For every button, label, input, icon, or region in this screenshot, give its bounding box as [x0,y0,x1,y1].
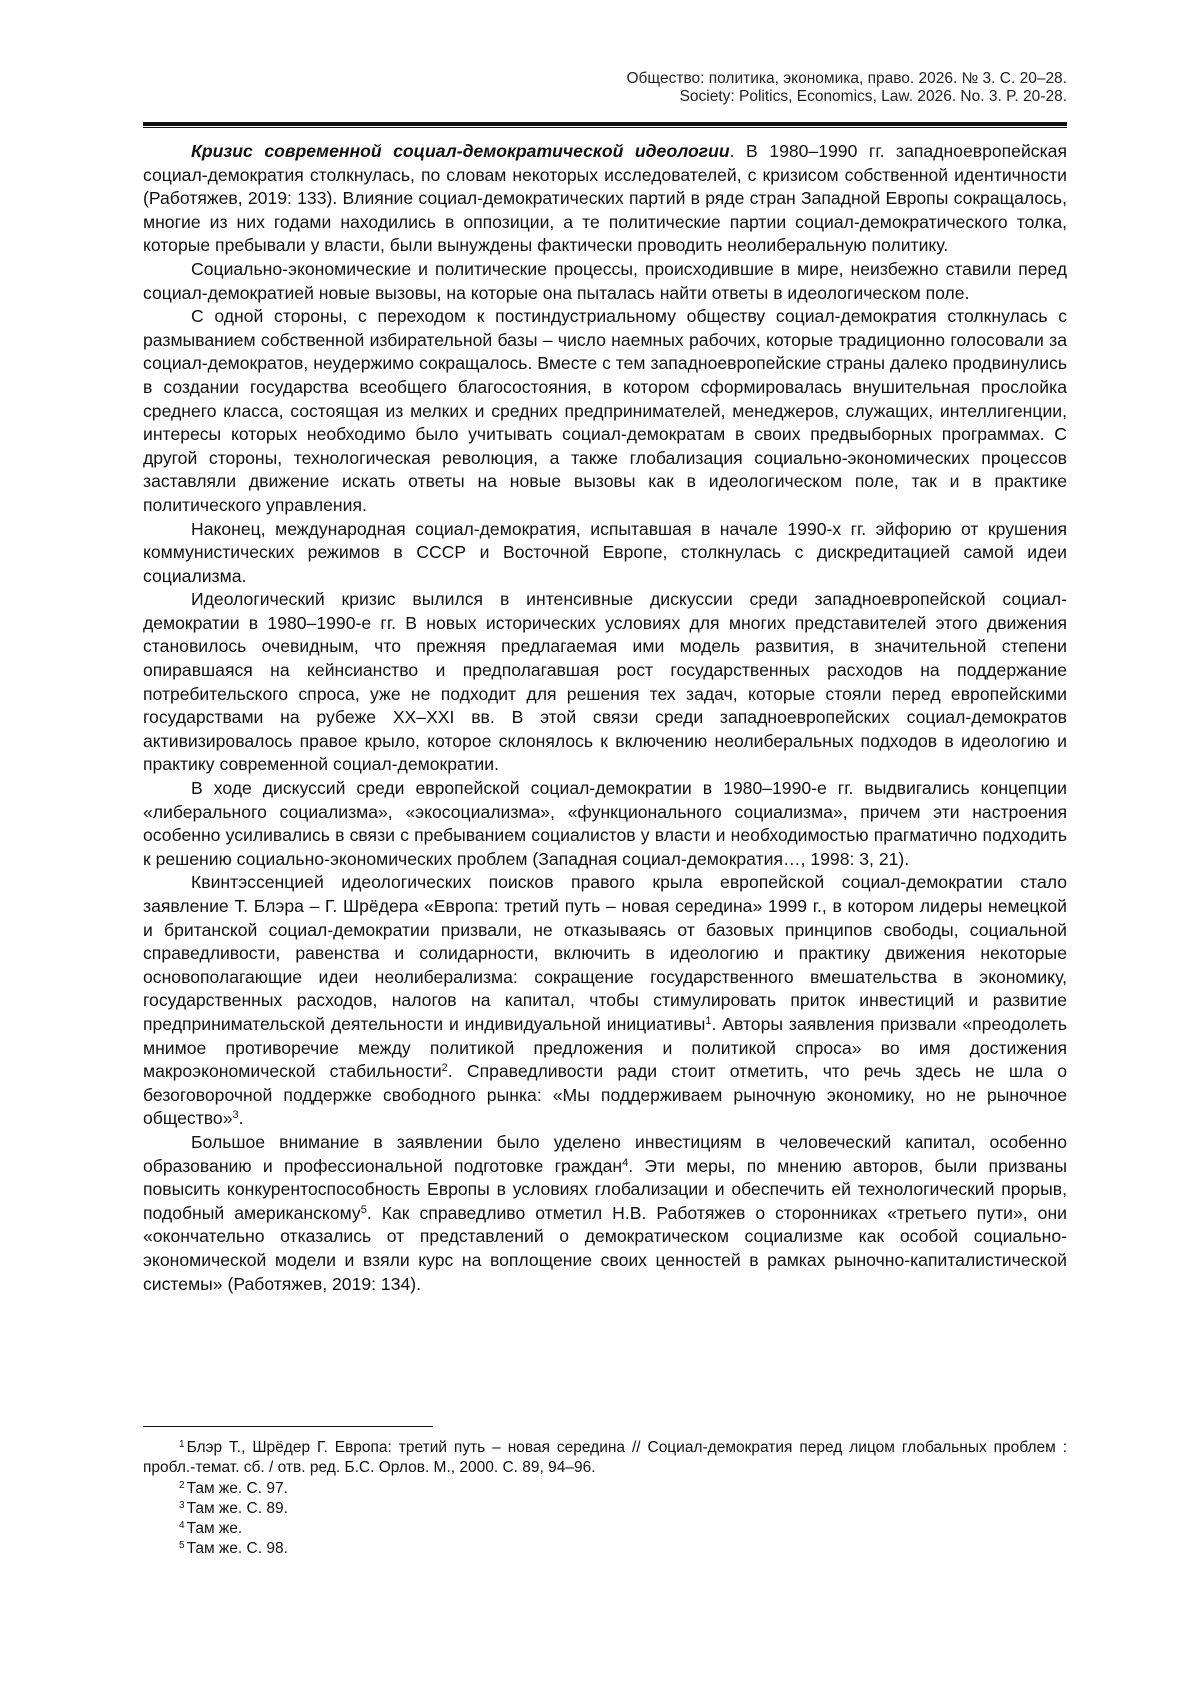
paragraph-4: Наконец, международная социал-демократия, испытавшая в начале 1990-х гг. эйфорию от крушения коммунистических режимов в СССР и Восточной Европе, столкнулась с дискредитацией самой идеи социализма. [143,518,1067,586]
footnote-ref-3[interactable]: 3 [232,1109,239,1122]
footnote-text: Блэр Т., Шрёдер Г. Европа: третий путь – новая середина // Социал-демократия перед лицом глобальных проблем : пробл.-темат. сб. / отв. ред. Б.С. Орлов. М., 2000. С. 89, 94–96. [143,1439,1067,1477]
footnote-separator [143,1426,433,1427]
footnote-5 [143,1539,1067,1559]
footnote-text: Там же. С. 97. [186,1479,288,1497]
footnote-ref-4[interactable]: 4 [622,1156,629,1169]
section-lead-title: Кризис современной социал-демократической идеологии [191,141,730,161]
article-body [143,140,1067,1296]
paragraph-8-text-c: . Как справедливо отметил Н.В. Работяжев о сторонниках «третьего пути», они «окончательно отказались от представлений о демократическом социализме как особой социально-экономической модели и взяли курс на воплощение своих ценностей в рамках рыночно-капиталистической системы» (Работяжев, 2019: 134). [143,1202,1068,1294]
paragraph-5: Идеологический кризис вылился в интенсивные дискуссии среди западноевропейской социал-демократии в 1980–1990-е гг. В новых исторических условиях для многих представителей этого движения становилось очевидным, что прежняя предлагаемая ими модель развития, в значительной степени опиравшаяся на кейнсианство и предполагавшая рост государственных расходов на поддержание потребительского спроса, уже не подходит для решения тех задач, которые стояли перед европейскими государствами на рубеже XX–XXI вв. В этой связи среди западноевропейских социал-демократов активизировалось правое крыло, которое склонялось к включению неолиберальных подходов в идеологию и практику современной социал-демократии. [143,589,1067,775]
footnote-ref-1[interactable]: 1 [705,1014,712,1027]
footnote-4 [143,1519,1067,1539]
header-rule [143,122,1067,128]
paragraph-7-text-c: . Справедливости ради стоит отметить, что речь здесь не шла о безоговорочной поддержке свободного рынка: «Мы поддерживаем рыночную экономику, но не рыночное общество» [143,1061,1067,1129]
paragraph-7-text-b: . Авторы заявления призвали «преодолеть мнимое противоречие между политикой предложения и политикой спроса» во имя достижения макроэкономической стабильности [143,1013,1067,1082]
paragraph-1 [143,140,1067,258]
footnote-1 [143,1438,1067,1479]
paragraph-8-text-a: Большое внимание в заявлении было уделено инвестициям в человеческий капитал, особенно образованию и профессиональной подготовке граждан [143,1131,1067,1176]
footnote-number: 4 [179,1520,185,1532]
footnote-number: 2 [179,1479,185,1491]
footnote-number: 1 [179,1439,185,1450]
footnote-text: Там же. С. 89. [186,1499,288,1517]
paragraph-7-text-d: . [238,1108,244,1129]
footnote-3 [143,1499,1067,1519]
footnote-ref-5[interactable]: 5 [360,1203,367,1216]
paragraph-3: С одной стороны, с переходом к постиндустриальному обществу социал-демократия столкнулась с размыванием собственной избирательной базы – число наемных рабочих, которые традиционно голосовали за социал-демократов, неудержимо сокращалось. Вместе с тем западноевропейские страны далеко продвинулись в создании государства всеобщего благосостояния, в котором сформировалась внушительная прослойка среднего класса, состоящая из мелких и средних предпринимателей, менеджеров, служащих, интеллигенции, интересы которых необходимо было учитывать социал-демократам в своих предвыборных программах. С другой стороны, технологическая революция, а также глобализация социально-экономических процессов заставляли движение искать ответы на новые вызовы как в идеологическом поле, так и в практике политического управления. [143,306,1067,515]
footnote-2 [143,1479,1067,1499]
running-head-ru: Общество: политика, экономика, право. 2026. № 3. С. 20–28. [626,70,1067,87]
paragraph-1-text: . В 1980–1990 гг. западноевропейская социал-демократия столкнулась, по словам некоторых исследователей, с кризисом собственной идентичности (Работяжев, 2019: 133). Влияние социал-демократических партий в ряде стран Западной Европы сокращалось, многие из них годами находились в оппозиции, а те политические партии социал-демократического толка, которые пребывали у власти, были вынуждены фактически проводить неолиберальную политику. [143,141,1067,256]
paragraph-8-text-b: . Эти меры, по мнению авторов, были призваны повысить конкурентоспособность Европы в условиях глобализации и обеспечить ей технологический прорыв, подобный американскому [143,1155,1067,1223]
footnote-number: 3 [179,1499,185,1511]
running-head [626,70,1067,106]
footnotes [143,1438,1067,1560]
paragraph-7-text-a: Квинтэссенцией идеологических поисков правого крыла европейской социал-демократии стало заявление Т. Блэра – Г. Шрёдера «Европа: третий путь – новая середина» 1999 г., в котором лидеры немецкой и британской социал-демократии призвали, не отказываясь от базовых принципов свободы, социальной справедливости, равенства и солидарности, включить в идеологию и практику движения некоторые основополагающие идеи неолиберализма: сокращение государственного вмешательства в экономику, государственных расходов, налогов на капитал, чтобы стимулировать приток инвестиций и развитие предпринимательской деятельности и индивидуальной инициативы [143,872,1067,1034]
running-head-en: Society: Politics, Economics, Law. 2026. No. 3. P. 20-28. [679,88,1067,105]
footnote-text: Там же. С. 98. [186,1540,288,1558]
paragraph-7 [143,871,1067,1131]
paragraph-8 [143,1131,1067,1296]
footnote-text: Там же. [186,1520,243,1538]
footnote-number: 5 [179,1540,185,1552]
footnote-ref-2[interactable]: 2 [441,1062,448,1075]
paragraph-6: В ходе дискуссий среди европейской социал-демократии в 1980–1990-е гг. выдвигались концепции «либерального социализма», «экосоциализма», «функционального социализма», причем эти настроения особенно усиливались в связи с пребыванием социалистов у власти и необходимостью прагматично подходить к решению социально-экономических проблем (Западная социал-демократия…, 1998: 3, 21). [143,778,1067,869]
paragraph-2: Социально-экономические и политические процессы, происходившие в мире, неизбежно ставили перед социал-демократией новые вызовы, на которые она пыталась найти ответы в идеологическом поле. [143,258,1067,303]
